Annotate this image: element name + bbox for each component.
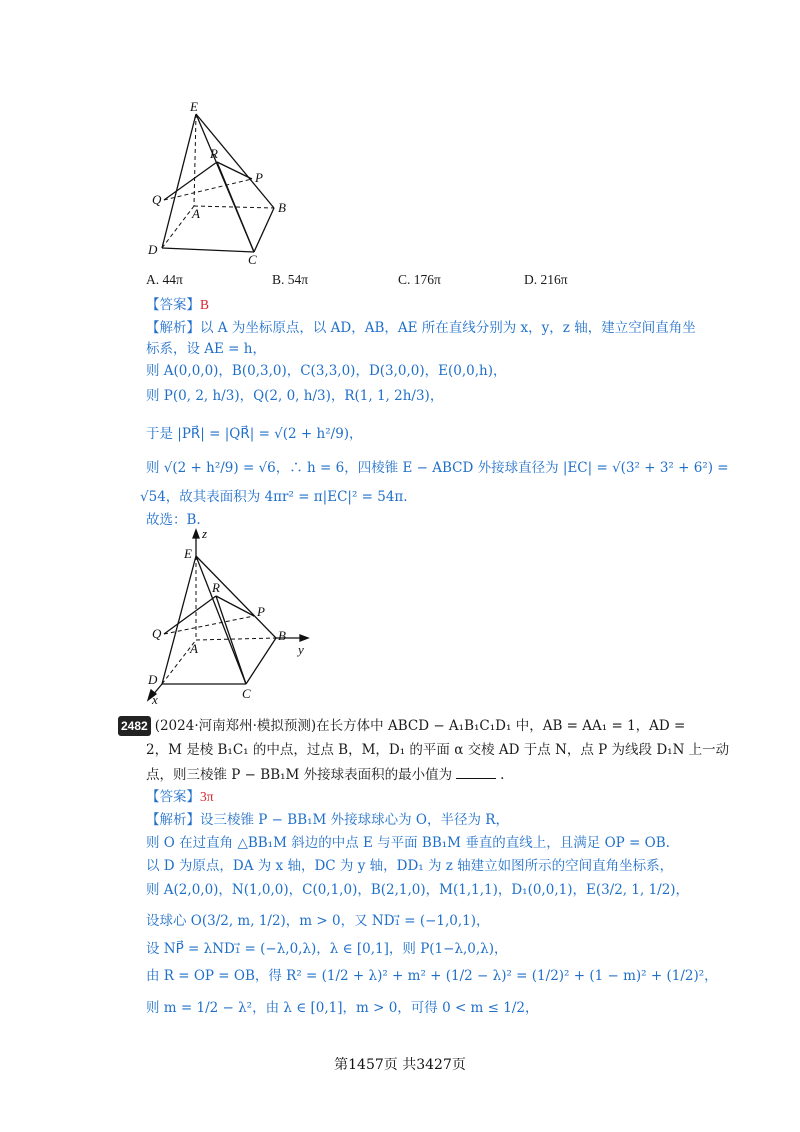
axis-label-y: y [298,642,304,657]
figure-pyramid-1 [130,96,310,266]
q2-analysis-line-2: 则 O 在过直角 △BB₁M 斜边的中点 E 与平面 BB₁M 垂直的直线上，且满足 OP = OB. [146,835,670,851]
label-B: B [278,628,286,643]
label-C: C [242,686,251,701]
q2-analysis-line-3: 以 D 为原点，DA 为 x 轴，DC 为 y 轴，DD₁ 为 z 轴建立如图所示的空间直角坐标系， [146,858,674,874]
label-P: P [257,604,265,619]
choice-c: C. 176π [398,272,441,287]
label-E: E [190,99,198,114]
analysis-tag: 【解析】 [146,320,200,336]
answer-value: 3π [200,789,214,804]
q2-answer-line [146,787,214,807]
stem-text: (2024·河南郑州·模拟预测)在长方体中 ABCD − A₁B₁C₁D₁ 中，AB = AA₁ = 1，AD = [154,718,686,734]
label-A: A [190,641,198,656]
q1-analysis-line-2: 标系，设 AE = h， [146,341,266,357]
label-P: P [255,170,263,185]
q2-analysis-line-7: 由 R = OP = OB，得 R² = (1/2 + λ)² + m² + (1/2 − λ)² = (1/2)² + (1 − m)² + (1/2)²， [146,968,718,984]
label-E: E [184,546,192,561]
label-R: R [210,146,218,161]
stem-end: . [500,767,505,783]
question-number-badge: 2482 [118,716,151,736]
label-B: B [278,200,286,215]
q1-answer-line [146,295,209,315]
label-C: C [248,252,257,266]
label-D: D [148,242,158,257]
q2-analysis-line-5: 设球心 O(3/2, m, 1/2)，m > 0，又 ND₁⃗ = (−1,0,1)， [146,913,490,929]
answer-tag: 【答案】 [146,297,200,313]
q2-stem-line-1 [118,716,685,736]
answer-value: B [200,297,210,312]
q2-analysis-line-8: 则 m = 1/2 − λ²，由 λ ∈ [0,1]，m > 0，可得 0 < m ≤ 1/2， [146,1000,539,1016]
analysis-text: 以 A 为坐标原点，以 AD，AB，AE 所在直线分别为 x，y，z 轴，建立空间直角坐 [200,320,696,336]
label-Q: Q [152,626,162,641]
analysis-text: 设三棱锥 P − BB₁M 外接球球心为 O，半径为 R， [200,812,509,828]
q2-stem-line-3 [146,764,504,785]
q2-analysis-line-1 [146,810,509,830]
stem-text: 点，则三棱锥 P − BB₁M 外接球表面积的最小值为 [146,767,453,783]
q1-analysis-line-6: 则 √(2 + h²/9) = √6，∴ h = 6，四棱锥 E − ABCD 外接球直径为 |EC| = √(3² + 3² + 6²) = [146,460,729,476]
q1-analysis-line-1 [146,318,696,338]
label-Q: Q [152,192,162,207]
answer-blank [456,764,496,779]
q1-analysis-line-4: 则 P(0, 2, h/3)，Q(2, 0, h/3)，R(1, 1, 2h/3)， [146,388,444,404]
answer-tag: 【答案】 [146,789,200,805]
axis-label-z: z [202,526,208,541]
figure-pyramid-2 [130,526,330,706]
label-R: R [212,580,220,595]
q2-analysis-line-4: 则 A(2,0,0)，N(1,0,0)，C(0,1,0)，B(2,1,0)，M(1,1,1)，D₁(0,0,1)，E(3/2, 1, 1/2)， [146,882,690,898]
choice-d: D. 216π [524,272,568,287]
q1-analysis-line-5: 于是 |PR⃗| = |QR⃗| = √(2 + h²/9)， [146,426,363,442]
q1-analysis-line-3: 则 A(0,0,0)，B(0,3,0)，C(3,3,0)，D(3,0,0)，E(0,0,h)， [146,363,507,379]
page-footer: 第1457页 共3427页 [334,1057,466,1073]
label-A: A [192,206,200,221]
q1-analysis-line-7: √54，故其表面积为 4πr² = π|EC|² = 54π. [140,489,408,505]
q2-analysis-line-6: 设 NP⃗ = λND₁⃗ = (−λ,0,λ)，λ ∈ [0,1]，则 P(1−λ,0,λ)， [146,941,508,957]
analysis-tag: 【解析】 [146,812,200,828]
choice-b: B. 54π [272,272,309,287]
q1-analysis-line-8: 故选：B. [146,512,201,528]
q2-stem-line-2: 2，M 是棱 B₁C₁ 的中点，过点 B，M，D₁ 的平面 α 交棱 AD 于点 N，点 P 为线段 D₁N 上一动 [146,742,730,758]
axis-label-x: x [152,692,158,706]
label-D: D [148,672,158,687]
choice-a: A. 44π [146,272,183,287]
